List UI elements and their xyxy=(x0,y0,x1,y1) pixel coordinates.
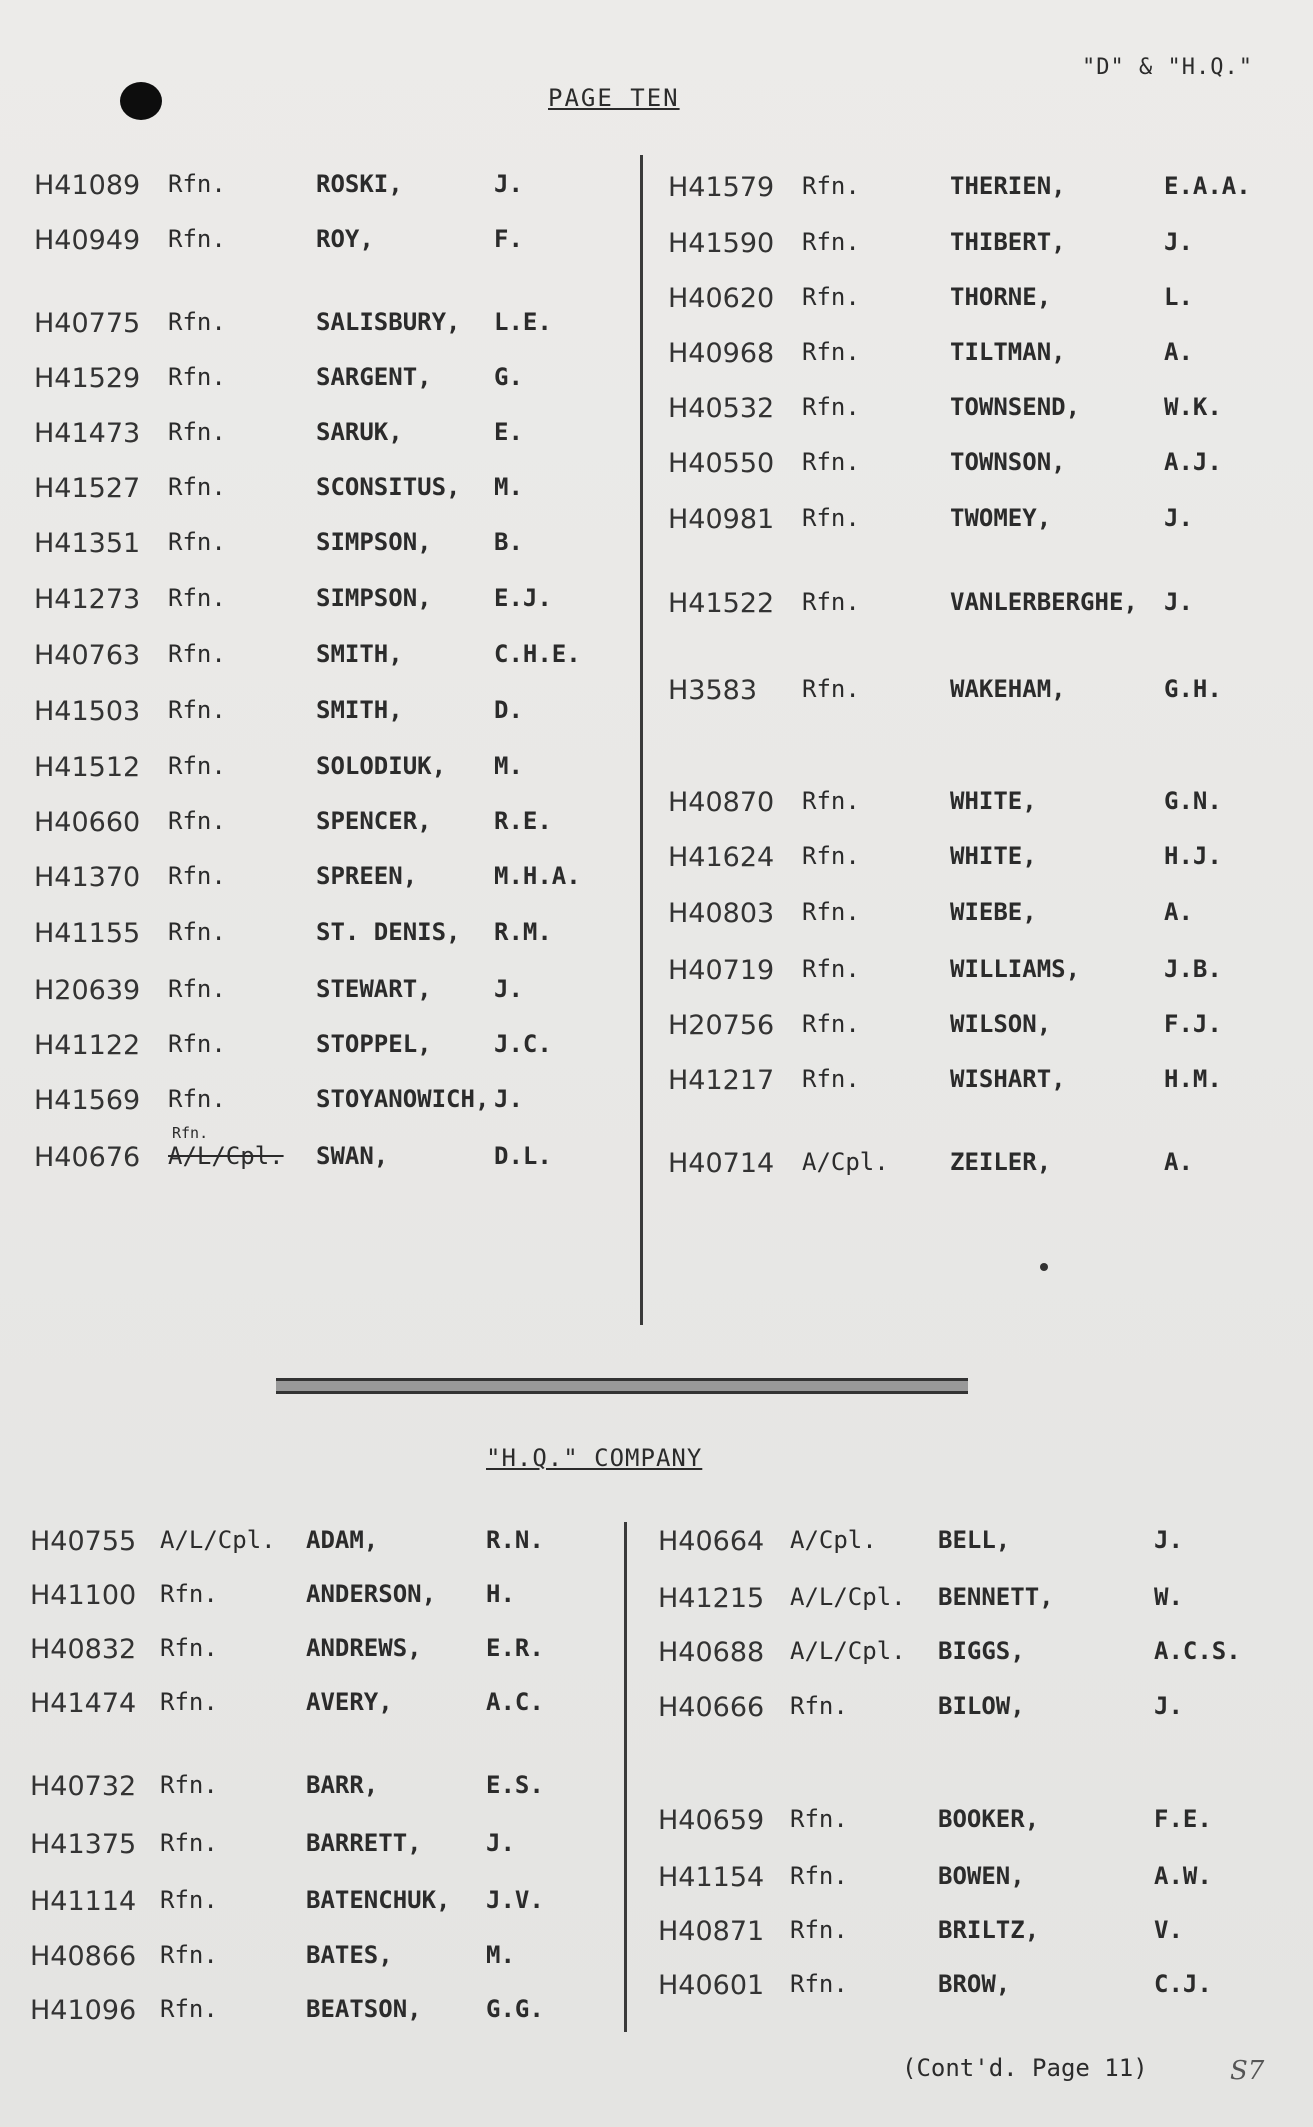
service-number: H40620 xyxy=(668,283,775,314)
initials: J.C. xyxy=(494,1030,552,1058)
rank: A/L/Cpl. xyxy=(168,1142,284,1170)
service-number: H40803 xyxy=(668,898,775,929)
initials: E. xyxy=(494,418,523,446)
initials: D. xyxy=(494,696,523,724)
initials: J. xyxy=(1154,1526,1183,1554)
rank: Rfn. xyxy=(790,1805,848,1833)
initials: E.R. xyxy=(486,1634,544,1662)
surname: BARR, xyxy=(306,1771,379,1799)
service-number: H41375 xyxy=(30,1829,137,1860)
rank: Rfn. xyxy=(802,955,860,983)
roster-row xyxy=(668,842,1288,878)
surname: BOOKER, xyxy=(938,1805,1040,1833)
service-number: H41527 xyxy=(34,473,141,504)
initials: J. xyxy=(494,170,523,198)
rank: Rfn. xyxy=(168,225,226,253)
rank: Rfn. xyxy=(790,1692,848,1720)
roster-row xyxy=(34,752,654,788)
surname: ZEILER, xyxy=(950,1148,1052,1176)
surname: THORNE, xyxy=(950,283,1052,311)
rank: Rfn. xyxy=(160,1688,218,1716)
initials: J. xyxy=(1164,588,1193,616)
roster-row xyxy=(34,862,654,898)
surname: BELL, xyxy=(938,1526,1011,1554)
surname: SPENCER, xyxy=(316,807,432,835)
surname: BEATSON, xyxy=(306,1995,422,2023)
roster-row xyxy=(34,308,654,344)
surname: ADAM, xyxy=(306,1526,379,1554)
rank: Rfn. xyxy=(168,170,226,198)
initials: W.K. xyxy=(1164,393,1222,421)
roster-row xyxy=(34,1124,654,1178)
roster-row xyxy=(30,1526,650,1562)
roster-row xyxy=(668,448,1288,484)
roster-row xyxy=(668,787,1288,823)
initials: R.N. xyxy=(486,1526,544,1554)
service-number: H40601 xyxy=(658,1970,765,2001)
service-number: H41114 xyxy=(30,1886,137,1917)
service-number: H41503 xyxy=(34,696,141,727)
roster-row xyxy=(30,1829,650,1865)
initials: H. xyxy=(486,1580,515,1608)
initials: F.J. xyxy=(1164,1010,1222,1038)
rank: Rfn. xyxy=(790,1862,848,1890)
service-number: H41473 xyxy=(34,418,141,449)
surname: BILOW, xyxy=(938,1692,1025,1720)
rank: Rfn. xyxy=(168,752,226,780)
service-number: H41155 xyxy=(34,918,141,949)
corner-label: "D" & "H.Q." xyxy=(1082,55,1253,80)
rank: Rfn. xyxy=(790,1916,848,1944)
surname: BIGGS, xyxy=(938,1637,1025,1665)
initials: V. xyxy=(1154,1916,1183,1944)
continued-note: (Cont'd. Page 11) xyxy=(902,2054,1148,2082)
service-number: H40676 xyxy=(34,1142,141,1173)
surname: SMITH, xyxy=(316,640,403,668)
rank: A/L/Cpl. xyxy=(160,1526,276,1554)
surname: WISHART, xyxy=(950,1065,1066,1093)
roster-row xyxy=(34,363,654,399)
roster-row xyxy=(34,918,654,954)
initials: J. xyxy=(1154,1692,1183,1720)
roster-row xyxy=(30,1688,650,1724)
service-number: H40666 xyxy=(658,1692,765,1723)
surname: AVERY, xyxy=(306,1688,393,1716)
service-number: H20639 xyxy=(34,975,141,1006)
roster-row xyxy=(30,1634,650,1670)
initials: J.V. xyxy=(486,1886,544,1914)
surname: BROW, xyxy=(938,1970,1011,1998)
service-number: H41512 xyxy=(34,752,141,783)
surname: SPREEN, xyxy=(316,862,418,890)
service-number: H40981 xyxy=(668,504,775,535)
initials: C.J. xyxy=(1154,1970,1212,1998)
roster-row xyxy=(668,393,1288,429)
roster-row xyxy=(30,1886,650,1922)
rank: A/Cpl. xyxy=(790,1526,877,1554)
roster-row xyxy=(34,170,654,206)
roster-row xyxy=(34,584,654,620)
service-number: H41590 xyxy=(668,228,775,259)
rank: Rfn. xyxy=(168,1030,226,1058)
surname: TOWNSON, xyxy=(950,448,1066,476)
surname: STOPPEL, xyxy=(316,1030,432,1058)
rank: A/Cpl. xyxy=(802,1148,889,1176)
roster-row xyxy=(658,1916,1278,1952)
initials: J. xyxy=(486,1829,515,1857)
rank: Rfn. xyxy=(168,308,226,336)
surname: BENNETT, xyxy=(938,1583,1054,1611)
rank: Rfn. xyxy=(168,696,226,724)
rank: Rfn. xyxy=(168,1085,226,1113)
service-number: H40775 xyxy=(34,308,141,339)
roster-row xyxy=(668,955,1288,991)
initials: R.M. xyxy=(494,918,552,946)
surname: SOLODIUK, xyxy=(316,752,447,780)
surname: WIEBE, xyxy=(950,898,1037,926)
surname: SARGENT, xyxy=(316,363,432,391)
service-number: H41100 xyxy=(30,1580,137,1611)
service-number: H40866 xyxy=(30,1941,137,1972)
roster-row xyxy=(34,418,654,454)
initials: C.H.E. xyxy=(494,640,581,668)
service-number: H40870 xyxy=(668,787,775,818)
surname: WAKEHAM, xyxy=(950,675,1066,703)
rank: Rfn. xyxy=(790,1970,848,1998)
service-number: H40550 xyxy=(668,448,775,479)
surname: SIMPSON, xyxy=(316,584,432,612)
rank: Rfn. xyxy=(802,283,860,311)
surname: STEWART, xyxy=(316,975,432,1003)
service-number: H41529 xyxy=(34,363,141,394)
surname: THIBERT, xyxy=(950,228,1066,256)
service-number: H41089 xyxy=(34,170,141,201)
roster-row xyxy=(34,807,654,843)
section-title-hq-company: "H.Q." COMPANY xyxy=(486,1444,703,1472)
roster-row xyxy=(668,228,1288,264)
service-number: H40871 xyxy=(658,1916,765,1947)
initials: R.E. xyxy=(494,807,552,835)
surname: TWOMEY, xyxy=(950,504,1052,532)
rank: Rfn. xyxy=(802,1065,860,1093)
rank: Rfn. xyxy=(160,1995,218,2023)
surname: VANLERBERGHE, xyxy=(950,588,1138,616)
surname: ANDREWS, xyxy=(306,1634,422,1662)
rank: Rfn. xyxy=(802,228,860,256)
page-title: PAGE TEN xyxy=(548,84,680,112)
surname: WHITE, xyxy=(950,787,1037,815)
initials: A.W. xyxy=(1154,1862,1212,1890)
service-number: H40719 xyxy=(668,955,775,986)
rank: Rfn. xyxy=(168,473,226,501)
initials: B. xyxy=(494,528,523,556)
surname: SCONSITUS, xyxy=(316,473,461,501)
roster-row xyxy=(668,1010,1288,1046)
initials: M. xyxy=(486,1941,515,1969)
service-number: H20756 xyxy=(668,1010,775,1041)
rank: Rfn. xyxy=(802,448,860,476)
surname: TOWNSEND, xyxy=(950,393,1081,421)
surname: ST. DENIS, xyxy=(316,918,461,946)
surname: WILLIAMS, xyxy=(950,955,1081,983)
rank: Rfn. xyxy=(168,363,226,391)
ink-speck xyxy=(1040,1263,1048,1271)
initials: L. xyxy=(1164,283,1193,311)
rank: Rfn. xyxy=(168,418,226,446)
roster-row xyxy=(658,1805,1278,1841)
initials: G.G. xyxy=(486,1995,544,2023)
initials: J.B. xyxy=(1164,955,1222,983)
initials: J. xyxy=(1164,228,1193,256)
service-number: H40832 xyxy=(30,1634,137,1665)
surname: WILSON, xyxy=(950,1010,1052,1038)
rank: Rfn. xyxy=(168,918,226,946)
surname: SARUK, xyxy=(316,418,403,446)
roster-row xyxy=(658,1526,1278,1562)
initials: H.J. xyxy=(1164,842,1222,870)
service-number: H41569 xyxy=(34,1085,141,1116)
rank-correction-note: Rfn. xyxy=(172,1124,209,1142)
roster-row xyxy=(30,1580,650,1616)
surname: BARRETT, xyxy=(306,1829,422,1857)
roster-row xyxy=(30,1941,650,1977)
rank: Rfn. xyxy=(802,588,860,616)
roster-row xyxy=(668,283,1288,319)
rank: Rfn. xyxy=(160,1886,218,1914)
service-number: H41624 xyxy=(668,842,775,873)
service-number: H40532 xyxy=(668,393,775,424)
surname: SIMPSON, xyxy=(316,528,432,556)
rank: Rfn. xyxy=(168,528,226,556)
service-number: H40660 xyxy=(34,807,141,838)
initials: A. xyxy=(1164,898,1193,926)
surname: BATES, xyxy=(306,1941,393,1969)
surname: BRILTZ, xyxy=(938,1916,1040,1944)
service-number: H40659 xyxy=(658,1805,765,1836)
surname: STOYANOWICH, xyxy=(316,1085,490,1113)
service-number: H41273 xyxy=(34,584,141,615)
service-number: H40763 xyxy=(34,640,141,671)
roster-row xyxy=(668,588,1288,624)
rank: A/L/Cpl. xyxy=(790,1637,906,1665)
roster-row xyxy=(668,675,1288,711)
punch-hole xyxy=(120,82,162,120)
surname: TILTMAN, xyxy=(950,338,1066,366)
rank: Rfn. xyxy=(160,1941,218,1969)
roster-row xyxy=(668,1065,1288,1101)
rank: Rfn. xyxy=(802,787,860,815)
roster-row xyxy=(668,898,1288,934)
roster-row xyxy=(658,1692,1278,1728)
initials: W. xyxy=(1154,1583,1183,1611)
surname: SMITH, xyxy=(316,696,403,724)
roster-row xyxy=(668,504,1288,540)
service-number: H41351 xyxy=(34,528,141,559)
service-number: H3583 xyxy=(668,675,758,706)
rank: Rfn. xyxy=(160,1634,218,1662)
initials: M.H.A. xyxy=(494,862,581,890)
service-number: H41096 xyxy=(30,1995,137,2026)
roster-row xyxy=(34,1085,654,1121)
initials: A. xyxy=(1164,338,1193,366)
initials: M. xyxy=(494,473,523,501)
surname: ROSKI, xyxy=(316,170,403,198)
service-number: H40714 xyxy=(668,1148,775,1179)
initials: A.J. xyxy=(1164,448,1222,476)
surname: WHITE, xyxy=(950,842,1037,870)
surname: BOWEN, xyxy=(938,1862,1025,1890)
roster-row xyxy=(34,696,654,732)
initials: J. xyxy=(494,1085,523,1113)
initials: H.M. xyxy=(1164,1065,1222,1093)
rank: Rfn. xyxy=(802,675,860,703)
roster-row xyxy=(668,172,1288,208)
initials: A. xyxy=(1164,1148,1193,1176)
initials: J. xyxy=(1164,504,1193,532)
surname: BATENCHUK, xyxy=(306,1886,451,1914)
roster-row xyxy=(30,1995,650,2031)
roster-row xyxy=(34,975,654,1011)
initials: G.N. xyxy=(1164,787,1222,815)
initials: G. xyxy=(494,363,523,391)
initials: A.C.S. xyxy=(1154,1637,1241,1665)
rank: Rfn. xyxy=(160,1771,218,1799)
roster-row xyxy=(34,528,654,564)
surname: ANDERSON, xyxy=(306,1580,437,1608)
roster-row xyxy=(34,640,654,676)
initials: L.E. xyxy=(494,308,552,336)
section-separator xyxy=(276,1378,968,1394)
initials: F.E. xyxy=(1154,1805,1212,1833)
service-number: H40949 xyxy=(34,225,141,256)
initials: G.H. xyxy=(1164,675,1222,703)
initials: M. xyxy=(494,752,523,780)
rank: Rfn. xyxy=(802,898,860,926)
rank: Rfn. xyxy=(160,1580,218,1608)
roster-row xyxy=(34,225,654,261)
rank: Rfn. xyxy=(802,393,860,421)
service-number: H40732 xyxy=(30,1771,137,1802)
service-number: H41217 xyxy=(668,1065,775,1096)
roster-row xyxy=(34,473,654,509)
rank: Rfn. xyxy=(802,172,860,200)
service-number: H40968 xyxy=(668,338,775,369)
roster-row xyxy=(668,1148,1288,1184)
roster-row xyxy=(658,1637,1278,1673)
surname: SWAN, xyxy=(316,1142,389,1170)
service-number: H41474 xyxy=(30,1688,137,1719)
surname: ROY, xyxy=(316,225,374,253)
initials: D.L. xyxy=(494,1142,552,1170)
initials: A.C. xyxy=(486,1688,544,1716)
rank: Rfn. xyxy=(168,862,226,890)
service-number: H40664 xyxy=(658,1526,765,1557)
surname: SALISBURY, xyxy=(316,308,461,336)
roster-row xyxy=(668,338,1288,374)
initials: E.S. xyxy=(486,1771,544,1799)
surname: THERIEN, xyxy=(950,172,1066,200)
rank: Rfn. xyxy=(802,338,860,366)
service-number: H41154 xyxy=(658,1862,765,1893)
initials: E.A.A. xyxy=(1164,172,1251,200)
initials: J. xyxy=(494,975,523,1003)
rank: Rfn. xyxy=(160,1829,218,1857)
roster-row xyxy=(658,1970,1278,2006)
initials: F. xyxy=(494,225,523,253)
service-number: H40755 xyxy=(30,1526,137,1557)
rank: Rfn. xyxy=(168,584,226,612)
roster-row xyxy=(34,1030,654,1066)
roster-row xyxy=(30,1771,650,1807)
rank: Rfn. xyxy=(802,504,860,532)
service-number: H41122 xyxy=(34,1030,141,1061)
rank: Rfn. xyxy=(802,842,860,870)
roster-row xyxy=(658,1862,1278,1898)
rank: Rfn. xyxy=(168,975,226,1003)
service-number: H41522 xyxy=(668,588,775,619)
rank: A/L/Cpl. xyxy=(790,1583,906,1611)
service-number: H41370 xyxy=(34,862,141,893)
service-number: H41215 xyxy=(658,1583,765,1614)
rank: Rfn. xyxy=(168,640,226,668)
handwritten-mark: S7 xyxy=(1230,2056,1265,2086)
service-number: H41579 xyxy=(668,172,775,203)
roster-row xyxy=(658,1583,1278,1619)
service-number: H40688 xyxy=(658,1637,765,1668)
rank: Rfn. xyxy=(802,1010,860,1038)
initials: E.J. xyxy=(494,584,552,612)
rank: Rfn. xyxy=(168,807,226,835)
